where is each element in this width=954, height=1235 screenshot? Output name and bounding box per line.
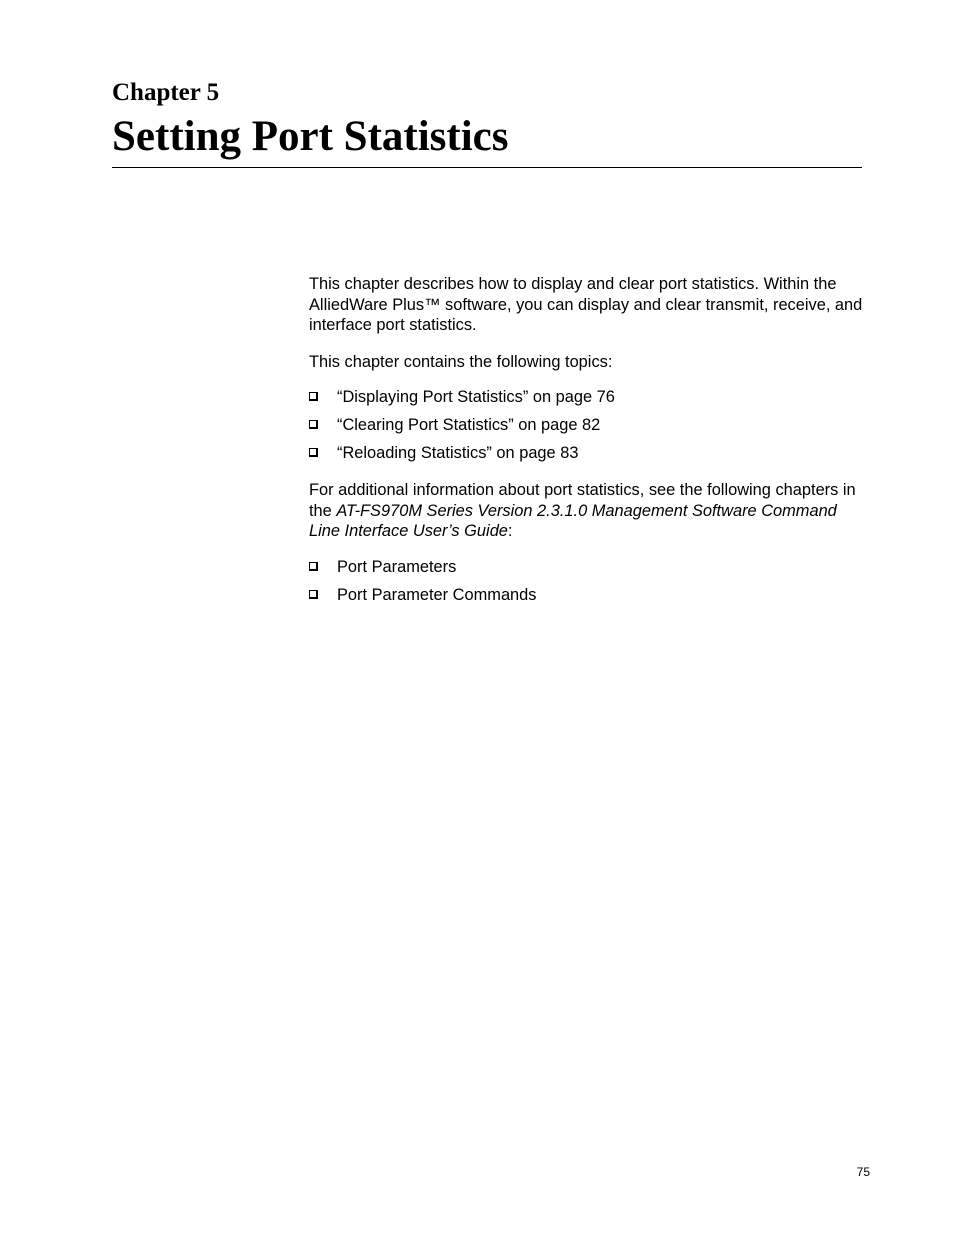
additional-info-colon: : [507,522,513,541]
page-number: 75 [856,1165,870,1179]
title-divider [112,167,862,168]
list-item [309,585,865,606]
list-item [309,557,865,578]
topic-link-clearing-port-statistics[interactable]: “Clearing Port Statistics” on page 82 [337,416,601,435]
checkbox-bullet-icon [309,448,318,457]
topic-link-displaying-port-statistics[interactable]: “Displaying Port Statistics” on page 76 [337,388,615,407]
related-chapter-port-parameter-commands: Port Parameter Commands [337,585,537,604]
list-item[interactable] [309,443,865,464]
chapter-title: Setting Port Statistics [112,113,509,160]
checkbox-bullet-icon [309,562,318,571]
checkbox-bullet-icon [309,590,318,599]
related-chapter-port-parameters: Port Parameters [337,557,457,576]
additional-info-paragraph [309,480,865,542]
list-item[interactable] [309,415,865,436]
additional-info-text: For additional information about port statistics, see the following chapters in the [309,480,856,520]
related-chapters-list [309,557,865,606]
intro-paragraph: This chapter describes how to display and clear port statistics. Within the AlliedWare Plus™ software, you can display and clear transmit, receive, and interface port statistics. [309,275,863,335]
list-item[interactable] [309,387,865,408]
topic-link-reloading-statistics[interactable]: “Reloading Statistics” on page 83 [337,444,579,463]
checkbox-bullet-icon [309,420,318,429]
chapter-body [309,274,865,621]
topics-list [309,387,865,464]
checkbox-bullet-icon [309,392,318,401]
topics-intro: This chapter contains the following topics: [309,352,613,371]
chapter-label: Chapter 5 [112,79,220,106]
guide-title: AT-FS970M Series Version 2.3.1.0 Management Software Command Line Interface User’s Guide [309,501,837,541]
